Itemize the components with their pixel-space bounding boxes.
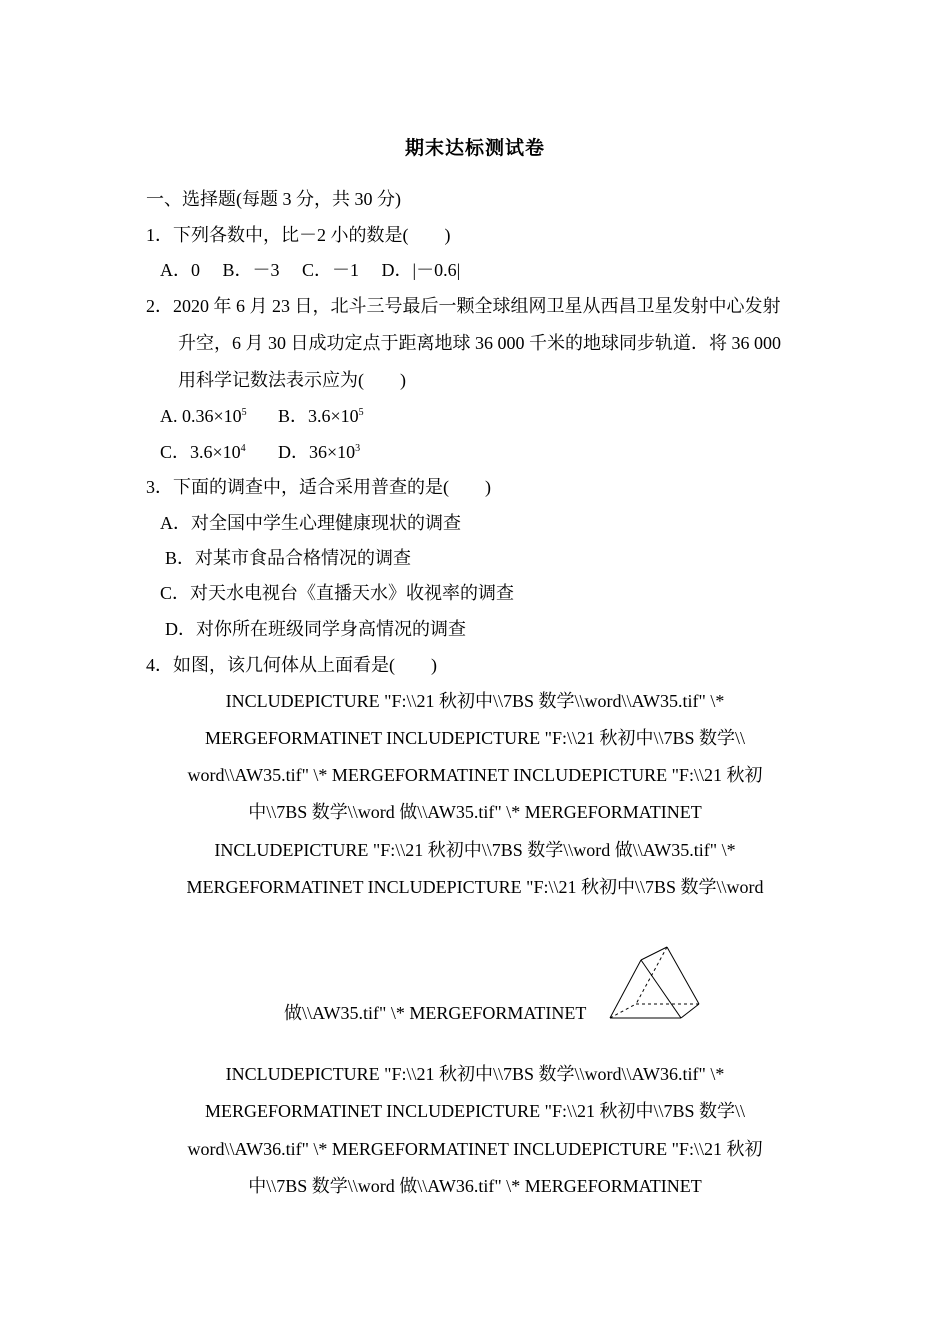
field-code-line: MERGEFORMATINET INCLUDEPICTURE "F:\\21 秋初中\\7BS 数学\\ <box>204 1101 746 1121</box>
field-code-line: word\\AW36.tif" \* MERGEFORMATINET INCLUDEPICTURE "F:\\21 秋初 <box>187 1139 763 1159</box>
prism-front-right-edge <box>641 960 681 1018</box>
field-code-line: INCLUDEPICTURE "F:\\21 秋初中\\7BS 数学\\word\\AW36.tif" \* <box>225 1064 725 1084</box>
field-code-line: MERGEFORMATINET INCLUDEPICTURE "F:\\21 秋初中\\7BS 数学\\word <box>186 877 764 897</box>
q2-stem-line1: 2．2020 年 6 月 23 日，北斗三号最后一颗全球组网卫星从西昌卫星发射中心发射 <box>146 296 781 316</box>
field-code-line: 做\\AW35.tif" \* MERGEFORMATINET <box>284 1003 587 1023</box>
q2-option-d: D．$36\times 10^3$ <box>278 442 361 462</box>
field-code-line: INCLUDEPICTURE "F:\\21 秋初中\\7BS 数学\\word\\AW35.tif" \* <box>225 691 725 711</box>
q1-stem: 1．下列各数中，比－2 小的数是( ) <box>146 225 451 245</box>
q3-stem: 3．下面的调查中，适合采用普查的是( ) <box>146 477 491 497</box>
prism-bottom-right-edge <box>681 1004 699 1018</box>
q2-option-c: C．$3.6\times 10^4$ <box>160 442 246 462</box>
field-code-line: MERGEFORMATINET INCLUDEPICTURE "F:\\21 秋初中\\7BS 数学\\ <box>204 728 746 748</box>
section-heading: 一、选择题(每题 3 分，共 30 分) <box>146 189 401 209</box>
q2-stem-line2: 升空，6 月 30 日成功定点于距离地球 36 000 千米的地球同步轨道．将 36 000 <box>178 333 781 353</box>
q4-stem: 4．如图，该几何体从上面看是( ) <box>146 655 437 675</box>
q3-option-d: D．对你所在班级同学身高情况的调查 <box>165 619 466 639</box>
field-code-line: 中\\7BS 数学\\word 做\\AW35.tif" \* MERGEFORMATINET <box>248 802 702 822</box>
q3-option-a: A．对全国中学生心理健康现状的调查 <box>160 513 461 533</box>
field-code-line: word\\AW35.tif" \* MERGEFORMATINET INCLUDEPICTURE "F:\\21 秋初 <box>187 765 763 785</box>
q3-option-b: B．对某市食品合格情况的调查 <box>165 548 412 568</box>
triangular-prism-figure <box>608 944 704 1024</box>
prism-back-right-edge <box>667 947 699 1004</box>
page-title: 期末达标测试卷 <box>404 138 545 159</box>
q1-options: A．0 B．－3 C．－1 D．|－0.6| <box>160 260 461 280</box>
q2-stem-line3: 用科学记数法表示应为( ) <box>178 370 406 390</box>
field-code-line: 中\\7BS 数学\\word 做\\AW36.tif" \* MERGEFORMATINET <box>248 1176 702 1196</box>
field-code-line: INCLUDEPICTURE "F:\\21 秋初中\\7BS 数学\\word 做\\AW35.tif" \* <box>214 840 736 860</box>
q2-option-b: B．$3.6\times 10^5$ <box>278 406 364 426</box>
q3-option-c: C．对天水电视台《直播天水》收视率的调查 <box>160 583 515 603</box>
prism-hidden-back-left-edge <box>636 947 667 1004</box>
prism-front-left-edge <box>610 960 641 1018</box>
q2-option-a: A. $0.36\times 10^5$ <box>160 406 247 426</box>
